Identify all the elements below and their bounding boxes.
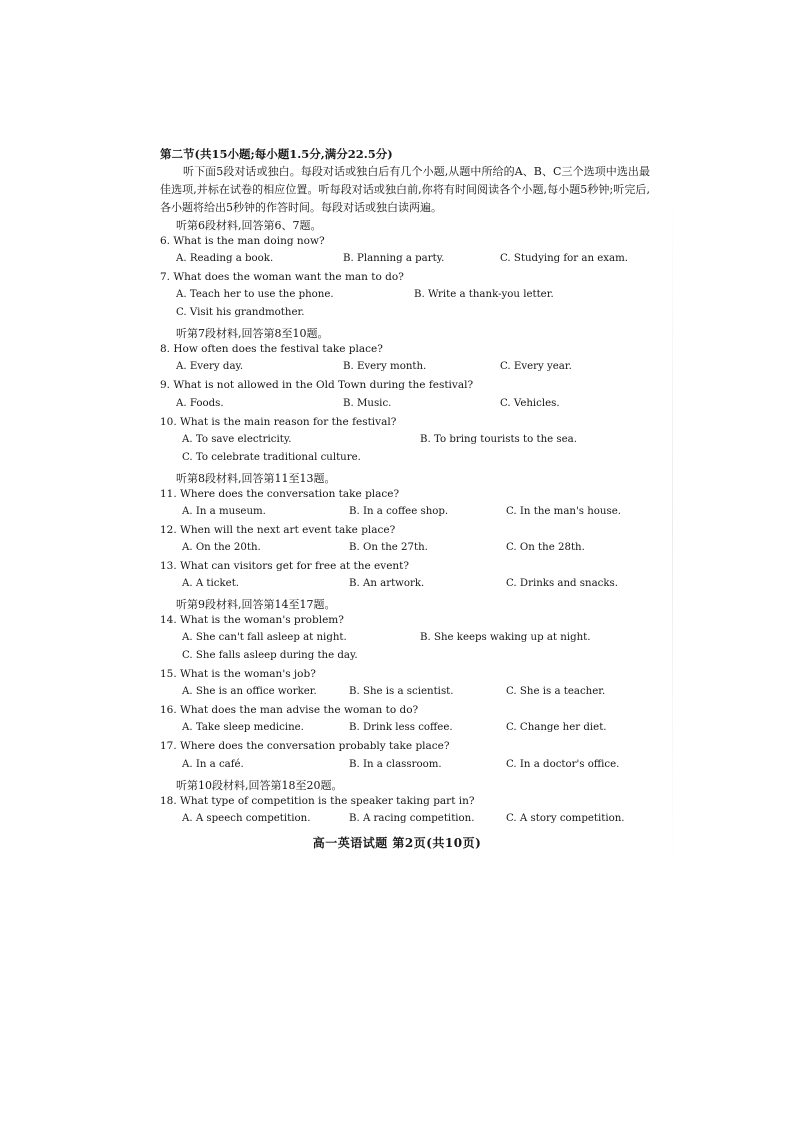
question-stem: 9. What is not allowed in the Old Town during the festival? xyxy=(160,379,474,392)
page-footer: 高一英语试题 第2页(共10页) xyxy=(312,836,482,850)
option-a: A. She can't fall asleep at night. xyxy=(182,632,347,644)
option-a: C. She falls asleep during the day. xyxy=(182,650,358,662)
option-c: C. On the 28th. xyxy=(506,541,585,553)
option-b: B. In a classroom. xyxy=(349,758,442,770)
question-stem: 7. What does the woman want the man to do? xyxy=(160,271,404,284)
option-b: B. She keeps waking up at night. xyxy=(420,632,591,644)
section-header: 第二节(共15小题;每小题1.5分,满分22.5分) xyxy=(160,147,393,161)
option-c: C. Studying for an exam. xyxy=(500,253,629,265)
option-b: B. Music. xyxy=(343,397,392,409)
question-stem: 14. What is the woman's problem? xyxy=(160,614,344,627)
question-stem: 18. What type of competition is the speaker taking part in? xyxy=(160,794,475,807)
question-stem: 16. What does the man advise the woman to do? xyxy=(160,704,419,717)
material-instruction: 听第10段材料,回答第18至20题。 xyxy=(176,778,343,792)
option-b: B. Every month. xyxy=(343,361,427,373)
option-a: A. A speech competition. xyxy=(182,812,311,824)
question-stem: 8. How often does the festival take place? xyxy=(160,343,383,356)
option-a: C. To celebrate traditional culture. xyxy=(182,451,361,463)
material-instruction: 听第9段材料,回答第14至17题。 xyxy=(176,598,336,612)
option-b: B. To bring tourists to the sea. xyxy=(420,433,577,445)
question-stem: 17. Where does the conversation probably take place? xyxy=(160,740,450,753)
material-instruction: 听第6段材料,回答第6、7题。 xyxy=(176,219,322,232)
option-b: B. In a coffee shop. xyxy=(349,505,449,517)
option-a: A. Reading a book. xyxy=(176,253,274,265)
option-c: C. Vehicles. xyxy=(500,397,560,409)
option-a: A. Take sleep medicine. xyxy=(182,722,304,734)
option-c: C. In a doctor's office. xyxy=(506,758,620,770)
option-b: B. Planning a party. xyxy=(343,253,445,265)
option-b: B. An artwork. xyxy=(349,578,425,589)
section-instructions: 听下面5段对话或独白。每段对话或独白后有几个小题,从题中所给的A、B、C三个选项中选出最佳选项,并标在试卷的相应位置。听每段对话或独白前,你将有时间阅读各个小题,每小题5秒钟;听完后,各小题将给出5秒钟的作答时间。每段对话或独白读两遍。 xyxy=(160,165,650,215)
option-b: B. Drink less coffee. xyxy=(349,722,453,734)
option-a: A. To save electricity. xyxy=(182,433,292,445)
option-c: C. In the man's house. xyxy=(506,505,621,517)
option-b: B. On the 27th. xyxy=(349,541,428,553)
option-c: C. Change her diet. xyxy=(506,722,607,734)
question-stem: 11. Where does the conversation take place? xyxy=(160,487,400,500)
material-instruction: 听第7段材料,回答第8至10题。 xyxy=(176,327,329,341)
option-a: C. Visit his grandmother. xyxy=(176,307,305,319)
option-a: A. In a museum. xyxy=(182,505,266,517)
option-a: A. Foods. xyxy=(176,397,224,409)
question-stem: 12. When will the next art event take place? xyxy=(160,523,396,536)
option-a: A. A ticket. xyxy=(182,578,240,589)
option-a: A. In a café. xyxy=(182,758,244,770)
option-b: B. She is a scientist. xyxy=(349,686,454,698)
option-a: A. She is an office worker. xyxy=(182,686,317,698)
option-a: A. Every day. xyxy=(176,361,244,373)
option-c: C. Every year. xyxy=(500,361,572,373)
option-c: C. A story competition. xyxy=(506,812,625,824)
question-stem: 6. What is the man doing now? xyxy=(160,235,325,248)
option-b: B. Write a thank-you letter. xyxy=(414,289,554,301)
question-stem: 15. What is the woman's job? xyxy=(160,668,316,681)
option-a: A. Teach her to use the phone. xyxy=(176,289,334,301)
material-instruction: 听第8段材料,回答第11至13题。 xyxy=(176,471,336,485)
question-stem: 13. What can visitors get for free at the event? xyxy=(160,559,410,572)
option-c: C. Drinks and snacks. xyxy=(506,578,619,589)
option-b: B. A racing competition. xyxy=(349,812,475,824)
scan-edge-shadow xyxy=(672,180,673,880)
option-a: A. On the 20th. xyxy=(182,541,261,553)
question-stem: 10. What is the main reason for the festival? xyxy=(160,415,397,428)
option-c: C. She is a teacher. xyxy=(506,686,606,698)
